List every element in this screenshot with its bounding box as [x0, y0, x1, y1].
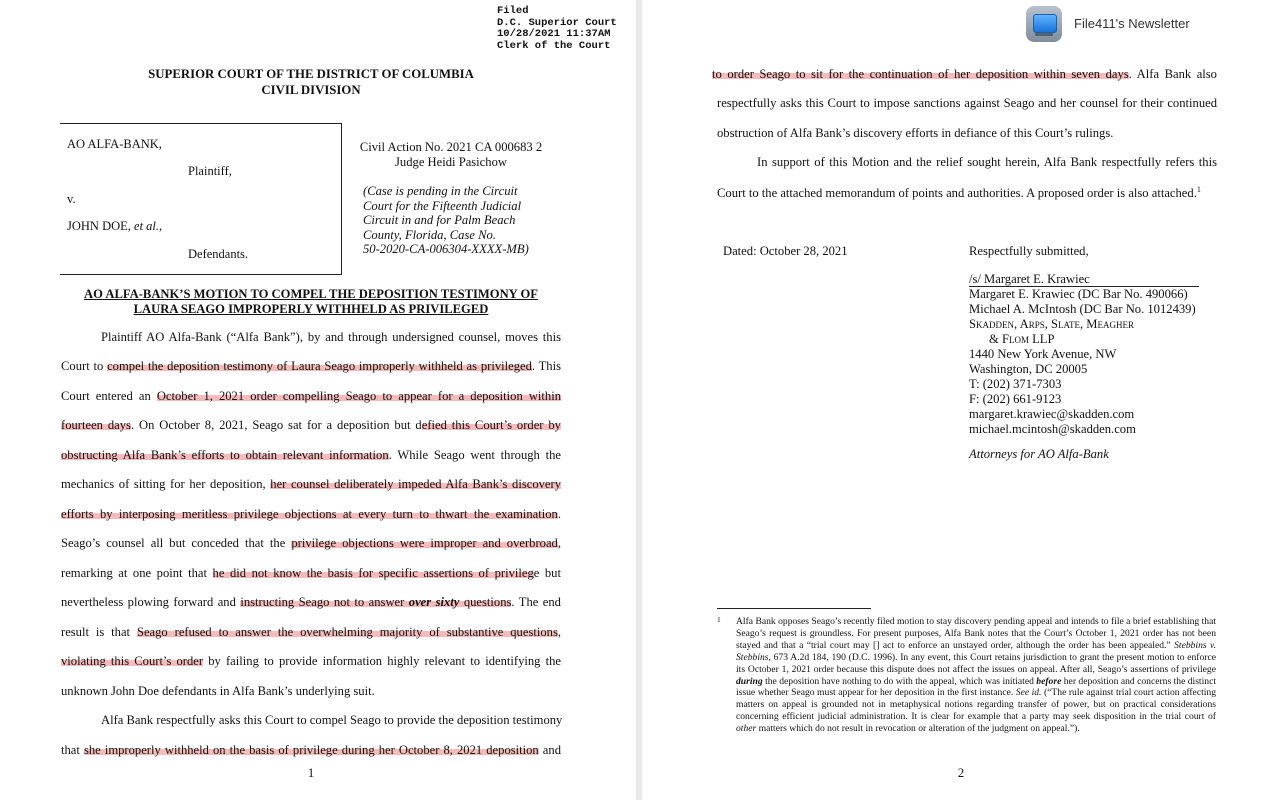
defendant-comma: ,	[159, 219, 163, 233]
text-run: respectfully asks this Court to impose sanctions against Seago and her counsel for their continued	[717, 96, 1217, 110]
body-line	[61, 477, 561, 492]
text-run: by failing to provide information highly relevant to identifying the	[203, 654, 561, 668]
text-run: and	[538, 743, 561, 757]
text-run: In support of this Motion and the relief sought herein, Alfa Bank respectfully refers this	[757, 155, 1217, 169]
text-run: . Alfa Bank also	[1128, 67, 1217, 81]
text-run: Seago’s counsel all but conceded that the	[61, 536, 292, 550]
highlighted-text: to order Seago to sit for the continuation of her deposition within seven days	[712, 67, 1129, 81]
text-run: matters which do not result in revocation or alteration of the judgment on appeal.”).	[756, 723, 1080, 735]
attorney-2: Michael A. McIntosh (DC Bar No. 1012439)	[969, 302, 1196, 316]
highlighted-text: compel the deposition testimony of Laura Seago improperly withheld as privileged	[107, 359, 532, 373]
highlighted-text: questions	[459, 595, 512, 609]
email-2[interactable]: michael.mcintosh@skadden.com	[969, 422, 1136, 436]
respectfully-submitted: Respectfully submitted,	[969, 244, 1089, 258]
case-info	[352, 140, 550, 169]
stamp-line: D.C. Superior Court	[497, 16, 617, 29]
body-line	[61, 418, 561, 433]
dated-line: Dated: October 28, 2021	[723, 244, 848, 258]
signature-line: /s/ Margaret E. Krawiec	[969, 272, 1199, 287]
defendant-etal: et al.	[134, 219, 160, 233]
note-line: 50-2020-CA-006304-XXXX-MB)	[363, 242, 529, 257]
text-run: Court entered an	[61, 389, 157, 403]
body-line	[61, 654, 561, 669]
body-line	[61, 595, 561, 610]
highlighted-text: privilege objections were improper and overbroad	[291, 536, 558, 550]
email-1[interactable]: margaret.krawiec@skadden.com	[969, 407, 1135, 421]
text-run: ,	[557, 625, 561, 639]
body-line	[61, 566, 561, 581]
emphasis-text: before	[1036, 675, 1062, 687]
text-run: ,	[557, 536, 561, 550]
case-citation: Stebbins v. Stebbins	[736, 639, 1217, 663]
body-line	[61, 359, 561, 374]
emphasis-text: during	[736, 675, 763, 687]
highlighted-text: efied this Court’s order by	[421, 418, 561, 432]
note-line: Circuit in and for Palm Beach	[363, 213, 516, 228]
citation-signal: See id.	[1015, 687, 1042, 699]
newsletter-app-icon[interactable]	[1026, 6, 1062, 42]
text-run: e but	[533, 566, 561, 580]
page-number: 2	[957, 766, 965, 780]
body-line	[717, 126, 1217, 141]
address-city: Washington, DC 20005	[969, 362, 1088, 376]
body-line	[757, 155, 1217, 170]
text-run: . The end	[511, 595, 561, 609]
highlighted-text: Seago refused to answer the overwhelming majority of substantive questions	[136, 625, 558, 639]
newsletter-label[interactable]: File411's Newsletter	[1074, 16, 1190, 31]
plaintiff-role: Plaintiff,	[188, 164, 232, 178]
footnote-text	[736, 616, 1216, 735]
text-run: mechanics of sitting for her deposition,	[61, 477, 271, 491]
body-line	[61, 536, 561, 551]
stamp-line: 10/28/2021 11:37AM	[497, 28, 611, 40]
highlighted-text: October 1, 2021 order compelling Seago to appear for a deposition within	[156, 389, 562, 403]
address-street: 1440 New York Avenue, NW	[969, 347, 1117, 361]
document-page-1	[0, 0, 636, 800]
stamp-line: Filed	[497, 5, 529, 17]
court-name: SUPERIOR COURT OF THE DISTRICT OF COLUMBIA	[148, 67, 474, 81]
text-run: obstruction of Alfa Bank’s discovery efforts in defiance of this Court’s rulings.	[717, 126, 1114, 140]
note-line: County, Florida, Case No.	[363, 227, 496, 242]
defendant-role: Defendants.	[188, 247, 249, 261]
text-run: , 673 A.2d 184, 190 (D.C. 1996). In any event, this Court retains jurisdiction to grant the present motion to enforce its October 1, 2021 order because this dispute does not affect the issues on appeal. After all, Seago’s assertions of privilege	[736, 651, 1216, 675]
highlighted-text: she improperly withheld on the basis of privilege during her October 8, 2021 deposition	[83, 743, 539, 757]
highlighted-text: he did not know the basis for specific assertions of privileg	[212, 566, 534, 580]
text-run: .	[557, 507, 561, 521]
note-line: (Case is pending in the Circuit	[363, 184, 518, 198]
defendant-name	[67, 219, 162, 234]
body-line	[61, 743, 561, 758]
body-line	[712, 67, 1217, 82]
stamp-line: Clerk of the Court	[497, 39, 611, 52]
fax: F: (202) 661-9123	[969, 392, 1062, 406]
attorney-1: Margaret E. Krawiec (DC Bar No. 490066)	[969, 287, 1188, 301]
highlighted-text: her counsel deliberately impeded Alfa Bank’s discovery	[270, 477, 561, 491]
highlighted-text: fourteen days	[61, 418, 131, 432]
phone: T: (202) 371-7303	[969, 377, 1062, 391]
screen-icon	[1033, 14, 1057, 33]
text-run: remarking at one point that	[61, 566, 213, 580]
emphasis-text: other	[736, 723, 757, 735]
signature-block	[969, 287, 1196, 437]
defendant-name-text: JOHN DOE,	[67, 219, 135, 233]
body-line	[101, 330, 561, 345]
attorneys-for: Attorneys for AO Alfa-Bank	[969, 447, 1109, 461]
note-line: Court for the Fifteenth Judicial	[363, 198, 522, 213]
body-line	[61, 389, 561, 404]
text-run: that	[61, 743, 84, 757]
text-run: unknown John Doe defendants in Alfa Bank’s underlying suit.	[61, 684, 375, 698]
text-run: her deposition and concerns the distinct issue whether Seago must appear for her deposition in the first instance.	[736, 675, 1216, 699]
plaintiff-name: AO ALFA-BANK,	[67, 137, 162, 151]
firm-name: Skadden, Arps, Slate, Meagher	[969, 317, 1134, 331]
body-line	[717, 96, 1217, 111]
text-run: Court to	[61, 359, 108, 373]
filing-stamp	[497, 6, 617, 52]
body-line	[61, 625, 561, 640]
case-pending-note	[363, 184, 529, 257]
highlighted-text: obstructing Alfa Bank’s efforts to obtain relevant information	[61, 448, 389, 462]
body-line	[61, 507, 561, 522]
newsletter-badge[interactable]	[1014, 0, 1280, 48]
body-line	[61, 684, 561, 699]
text-run: result is that	[61, 625, 137, 639]
text-run: Alfa Bank opposes Seago’s recently filed motion to stay discovery pending appeal and intends to file a brief establishing that Seago’s request is groundless. For present purposes, Alfa Bank notes that the Court’s October 1, 2021 order has not been stayed and that a “trial court may [] act to enforce an unstayed order, although the order has been appealed.”	[736, 616, 1216, 651]
page-number: 1	[307, 766, 315, 780]
emphasis-text: over sixty	[408, 595, 460, 609]
body-line	[717, 185, 1217, 201]
court-division: CIVIL DIVISION	[261, 83, 361, 97]
judge-name: Judge Heidi Pasichow	[395, 154, 507, 169]
versus: v.	[67, 192, 76, 206]
text-run: nevertheless plowing forward and	[61, 595, 241, 609]
text-run: . While Seago went through the	[388, 448, 561, 462]
case-number: Civil Action No. 2021 CA 000683 2	[359, 140, 543, 154]
court-header	[0, 66, 622, 98]
body-line	[101, 713, 561, 728]
footnote-mark: 1	[717, 615, 721, 624]
highlighted-text: instructing Seago not to answer	[240, 595, 409, 609]
highlighted-text: efforts by interposing meritless privilege objections at every turn to thwart the examination	[61, 507, 558, 521]
text-run: . On October 8, 2021, Seago sat for a deposition but d	[130, 418, 422, 432]
body-line	[61, 448, 561, 463]
text-run: . This	[531, 359, 561, 373]
text-run: Court to the attached memorandum of points and authorities. A proposed order is also attached.	[717, 186, 1197, 201]
motion-title-line-1: AO ALFA-BANK’S MOTION TO COMPEL THE DEPOSITION TESTIMONY OF	[84, 287, 538, 301]
screen-stand-icon	[1035, 33, 1053, 36]
motion-title	[0, 287, 622, 317]
footnote-separator	[717, 608, 871, 609]
motion-title-line-2: LAURA SEAGO IMPROPERLY WITHHELD AS PRIVILEGED	[133, 302, 489, 316]
highlighted-text: violating this Court’s order	[61, 654, 204, 668]
text-run: Alfa Bank respectfully asks this Court to compel Seago to provide the deposition testimony	[101, 713, 563, 727]
firm-name-cont: & Flom LLP	[989, 332, 1055, 346]
text-run: (“The rule against trial court action affecting matters on appeal is grounded not in metaphysical notions regarding transfer of power, but on practical considerations concerning efficient judicial administration. It is clear for example that a party may seek disposition in the trial court of	[736, 687, 1217, 723]
text-run: the deposition have nothing to do with the appeal, which was initiated	[762, 675, 1037, 687]
footnote-reference[interactable]: 1	[1196, 185, 1201, 194]
text-run: Plaintiff AO Alfa-Bank (“Alfa Bank”), by and through undersigned counsel, moves this	[101, 330, 561, 344]
